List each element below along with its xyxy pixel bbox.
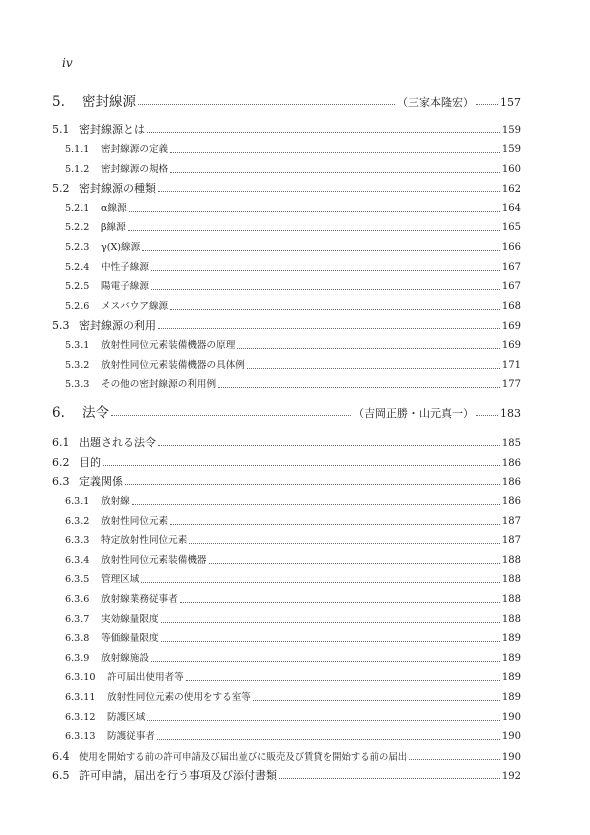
dot-leader [125, 484, 500, 485]
entry-page: 188 [501, 614, 521, 625]
entry-number: 5.2.1 [65, 203, 90, 214]
entry-number: 6.3.13 [65, 731, 96, 742]
entry-title: 放射性同位元素装備機器 [101, 555, 207, 566]
entry-page: 188 [501, 555, 521, 566]
entry-number: 5.1 [52, 123, 70, 136]
toc-section [52, 124, 521, 137]
entry-number: 6.4 [52, 750, 70, 763]
entry-title: 防護区域 [107, 712, 146, 723]
entry-number: 5.2.6 [65, 301, 90, 312]
dot-leader [180, 602, 500, 603]
toc-subsection [52, 496, 521, 508]
entry-title: 許可申請，届出を行う事項及び添付書類 [79, 769, 277, 782]
toc-subsection [52, 535, 521, 547]
toc-subsection [52, 692, 521, 704]
entry-page: 159 [501, 125, 521, 136]
toc-section [52, 457, 521, 470]
entry-number: 6.3.1 [65, 496, 90, 507]
dot-leader [147, 132, 500, 133]
entry-page: 160 [501, 164, 521, 175]
entry-title: その他の密封線源の利用例 [101, 379, 217, 390]
entry-page: 157 [500, 96, 521, 109]
toc-subsection [52, 340, 521, 352]
entry-number: 5.2.2 [65, 222, 90, 233]
dot-leader [158, 445, 500, 446]
entry-number: 5.2.4 [65, 262, 90, 273]
entry-author: （吉岡正勝・山元真一） [353, 407, 474, 420]
dot-leader [186, 680, 500, 681]
toc-subsection [52, 633, 521, 645]
toc-section [52, 770, 521, 783]
entry-title: 密封線源の規格 [101, 164, 169, 175]
entry-title: 放射線 [101, 496, 130, 507]
entry-page: 164 [501, 203, 521, 214]
toc-subsection [52, 516, 521, 528]
entry-title: 定義関係 [79, 475, 123, 488]
dot-leader [129, 211, 500, 212]
entry-title: 放射線施設 [101, 653, 149, 664]
entry-title: 防護従事者 [107, 731, 155, 742]
entry-page: 189 [501, 692, 521, 703]
entry-title: 中性子線源 [101, 262, 149, 273]
toc-subsection [52, 712, 521, 724]
dot-leader [103, 465, 500, 466]
entry-page: 167 [501, 262, 521, 273]
entry-title: α線源 [101, 203, 127, 214]
entry-title: 密封線源の定義 [101, 144, 169, 155]
entry-page: 168 [501, 301, 521, 312]
entry-title: γ(X)線源 [101, 242, 141, 253]
entry-number: 6.3.6 [65, 594, 90, 605]
dot-leader [128, 230, 500, 231]
entry-number: 6.3.7 [65, 614, 90, 625]
entry-number: 5.3.1 [65, 340, 90, 351]
dot-leader [279, 778, 500, 779]
entry-number: 5.1.1 [65, 144, 90, 155]
entry-number: 5.2.5 [65, 281, 90, 292]
entry-title: 密封線源の利用 [79, 319, 156, 332]
toc-subsection [52, 203, 521, 215]
entry-page: 167 [501, 281, 521, 292]
entry-number: 6.3.2 [65, 516, 90, 527]
entry-page: 171 [501, 360, 521, 371]
dot-leader [409, 759, 500, 760]
entry-page: 183 [500, 407, 521, 420]
entry-number: 6.2 [52, 456, 70, 469]
toc-subsection [52, 144, 521, 156]
dot-leader [170, 524, 500, 525]
entry-page: 190 [501, 731, 521, 742]
dot-leader [142, 250, 500, 251]
entry-number: 5.3 [52, 319, 70, 332]
entry-page: 189 [501, 633, 521, 644]
entry-title: 放射線業務従事者 [101, 594, 178, 605]
toc-subsection [52, 594, 521, 606]
entry-title: メスバウア線源 [101, 301, 169, 312]
dot-leader [151, 289, 500, 290]
toc-subsection [52, 614, 521, 626]
entry-page: 159 [501, 144, 521, 155]
toc-section [52, 476, 521, 489]
entry-number: 6.3.11 [65, 692, 96, 703]
entry-number: 6.3.9 [65, 653, 90, 664]
entry-number: 6.5 [52, 769, 70, 782]
dot-leader [247, 368, 500, 369]
entry-page: 169 [501, 321, 521, 332]
toc-section [52, 751, 521, 764]
toc-subsection [52, 281, 521, 293]
entry-title: 実効線量限度 [101, 614, 159, 625]
dot-leader [151, 270, 500, 271]
entry-title: 放射性同位元素 [101, 516, 169, 527]
entry-author: （三家本隆宏） [397, 96, 474, 109]
entry-title: 陽電子線源 [101, 281, 149, 292]
toc-subsection [52, 301, 521, 313]
entry-number: 6.3.12 [65, 712, 96, 723]
entry-page: 188 [501, 594, 521, 605]
entry-number: 5.3.3 [65, 379, 90, 390]
dot-leader [157, 739, 500, 740]
dot-leader [218, 387, 500, 388]
entry-title: 放射性同位元素装備機器の原理 [101, 340, 236, 351]
entry-title: 密封線源の種類 [79, 182, 156, 195]
entry-page: 169 [501, 340, 521, 351]
toc-subsection [52, 672, 521, 684]
dot-leader [132, 504, 500, 505]
toc-section [52, 437, 521, 450]
entry-title: 許可届出使用者等 [107, 672, 184, 683]
entry-page: 189 [501, 653, 521, 664]
toc-subsection [52, 574, 521, 586]
toc-subsection [52, 731, 521, 743]
dot-leader [189, 543, 500, 544]
entry-page: 186 [501, 458, 521, 469]
dot-leader [161, 641, 500, 642]
toc-subsection [52, 360, 521, 372]
entry-page: 162 [501, 184, 521, 195]
entry-title: 目的 [79, 456, 101, 469]
entry-title: 特定放射性同位元素 [101, 535, 188, 546]
entry-number: 6.3.8 [65, 633, 90, 644]
dot-leader [170, 309, 500, 310]
entry-number: 6.3 [52, 475, 70, 488]
entry-number: 6.3.10 [65, 672, 96, 683]
entry-page: 187 [501, 535, 521, 546]
entry-number: 5.3.2 [65, 360, 90, 371]
dot-leader [111, 415, 351, 416]
entry-page: 186 [501, 496, 521, 507]
entry-number: 5.2 [52, 182, 70, 195]
entry-title: 管理区域 [101, 574, 140, 585]
dot-leader [147, 720, 500, 721]
dot-leader [141, 582, 500, 583]
entry-page: 190 [501, 752, 521, 763]
dot-leader [253, 700, 500, 701]
entry-page: 165 [501, 222, 521, 233]
entry-title: 出題される法令 [79, 436, 156, 449]
entry-page: 189 [501, 672, 521, 683]
toc-section [52, 183, 521, 196]
toc-chapter-6 [52, 405, 521, 422]
entry-title: 放射性同位元素の使用をする室等 [107, 692, 251, 703]
toc-subsection [52, 555, 521, 567]
entry-number: 6.1 [52, 436, 70, 449]
dot-leader [151, 661, 500, 662]
entry-number: 5. [52, 94, 65, 110]
toc-subsection [52, 379, 521, 391]
entry-title: 密封線源 [82, 94, 136, 110]
toc-subsection [52, 242, 521, 254]
entry-number: 5.2.3 [65, 242, 90, 253]
entry-page: 177 [501, 379, 521, 390]
entry-number: 6.3.4 [65, 555, 90, 566]
entry-number: 6. [52, 405, 65, 421]
entry-page: 187 [501, 516, 521, 527]
entry-page: 185 [501, 438, 521, 449]
entry-number: 6.3.5 [65, 574, 90, 585]
dot-leader [161, 622, 500, 623]
toc-subsection [52, 653, 521, 665]
entry-title: 密封線源とは [79, 123, 145, 136]
entry-page: 166 [501, 242, 521, 253]
dot-leader [158, 191, 500, 192]
toc-chapter-5 [52, 94, 521, 111]
toc-subsection [52, 222, 521, 234]
entry-page: 190 [501, 712, 521, 723]
dot-leader [476, 104, 498, 105]
entry-page: 186 [501, 477, 521, 488]
toc-subsection [52, 262, 521, 274]
dot-leader [158, 328, 500, 329]
dot-leader [170, 172, 500, 173]
entry-page: 188 [501, 574, 521, 585]
entry-title: 放射性同位元素装備機器の具体例 [101, 360, 245, 371]
dot-leader [138, 104, 395, 105]
dot-leader [237, 348, 500, 349]
dot-leader [476, 415, 498, 416]
entry-title: 等価線量限度 [101, 633, 159, 644]
page-number: iv [62, 56, 73, 70]
entry-title: β線源 [101, 222, 126, 233]
entry-title: 使用を開始する前の許可申請及び届出並びに販売及び賃貸を開始する前の届出 [79, 752, 408, 763]
toc-subsection [52, 164, 521, 176]
toc-section [52, 320, 521, 333]
dot-leader [209, 563, 500, 564]
dot-leader [170, 152, 500, 153]
entry-title: 法令 [82, 405, 109, 421]
entry-number: 5.1.2 [65, 164, 90, 175]
entry-number: 6.3.3 [65, 535, 90, 546]
entry-page: 192 [501, 771, 521, 782]
